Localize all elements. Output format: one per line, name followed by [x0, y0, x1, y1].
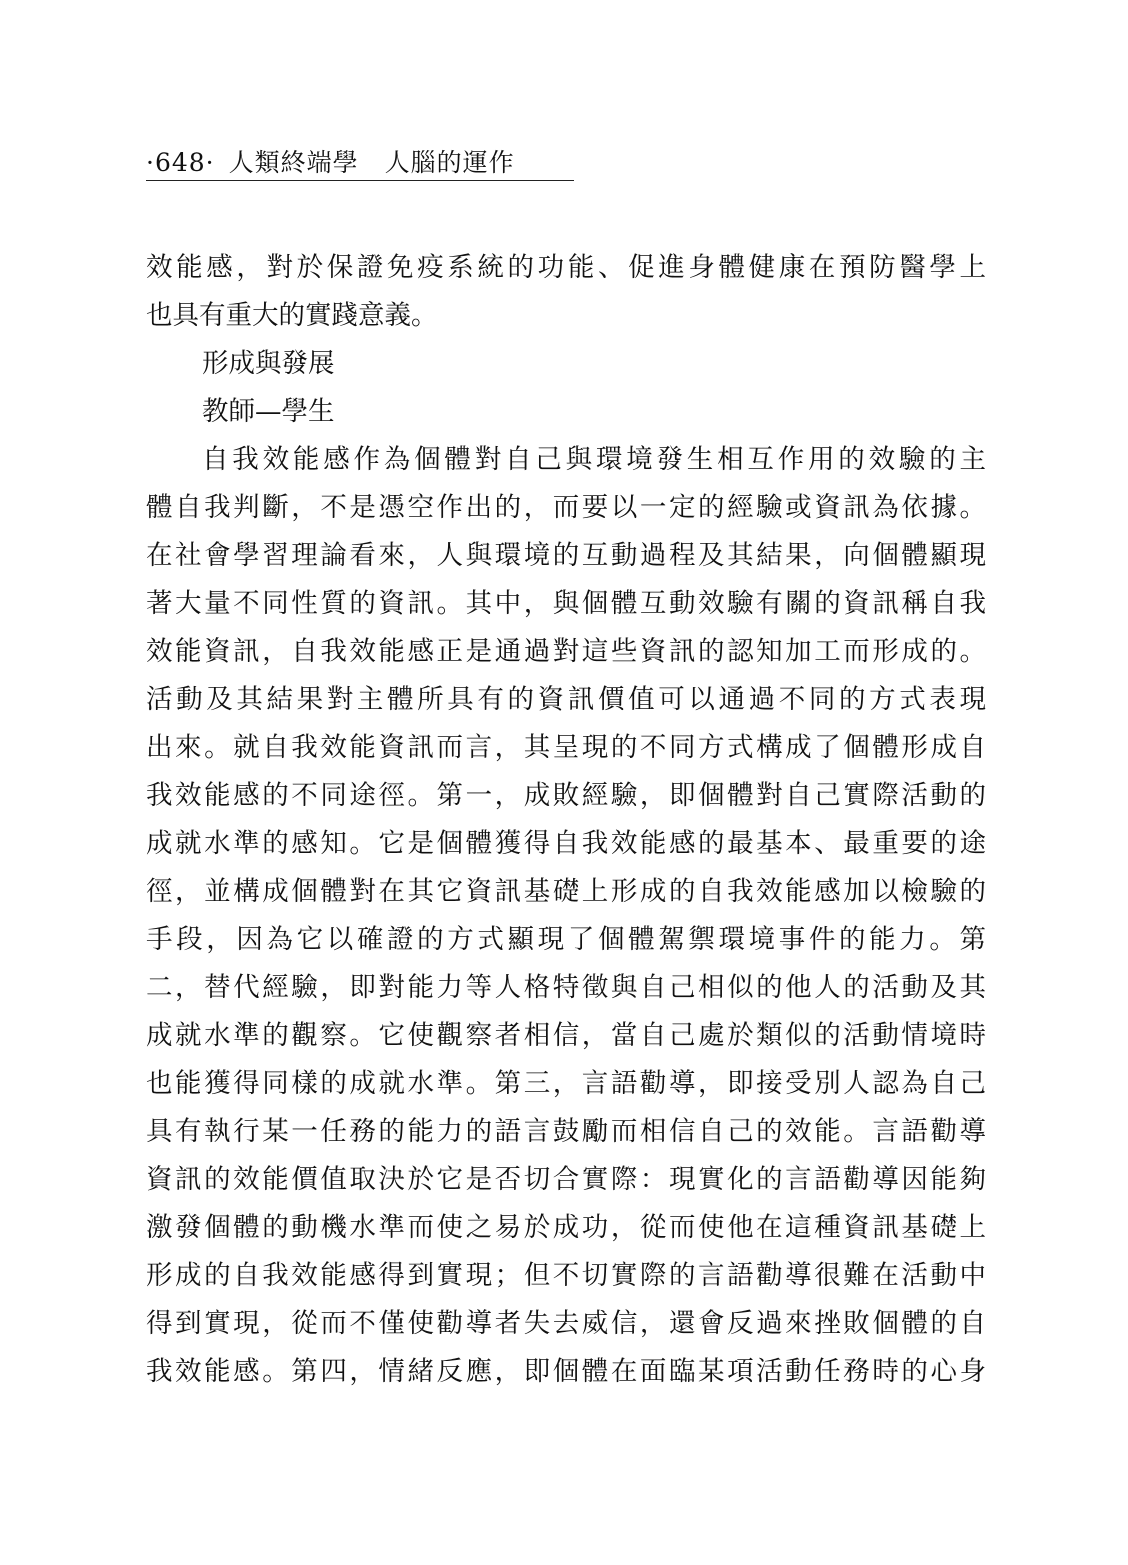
- text-line: 我效能感的不同途徑。第一，成敗經驗，即個體對自己實際活動的: [146, 780, 986, 811]
- text-line: 自我效能感作為個體對自己與環境發生相互作用的效驗的主: [202, 444, 986, 475]
- text-line: 徑，並構成個體對在其它資訊基礎上形成的自我效能感加以檢驗的: [146, 876, 986, 907]
- text-line: 效能資訊，自我效能感正是通過對這些資訊的認知加工而形成的。: [146, 636, 986, 667]
- text-line: 著大量不同性質的資訊。其中，與個體互動效驗有關的資訊稱自我: [146, 588, 986, 619]
- book-title: 人類終端學: [228, 148, 359, 177]
- text-line: 成就水準的觀察。它使觀察者相信，當自己處於類似的活動情境時: [146, 1020, 986, 1051]
- text-line: 出來。就自我效能資訊而言，其呈現的不同方式構成了個體形成自: [146, 732, 986, 763]
- text-line: 得到實現，從而不僅使勸導者失去威信，還會反過來挫敗個體的自: [146, 1308, 986, 1339]
- text-line: 資訊的效能價值取決於它是否切合實際：現實化的言語勸導因能夠: [146, 1164, 986, 1195]
- body-text: [146, 244, 986, 1396]
- text-line: 在社會學習理論看來，人與環境的互動過程及其結果，向個體顯現: [146, 540, 986, 571]
- text-line: 激發個體的動機水準而使之易於成功，從而使他在這種資訊基礎上: [146, 1212, 986, 1243]
- chapter-title: 人腦的運作: [384, 148, 515, 177]
- text-line: 也能獲得同樣的成就水準。第三，言語勸導，即接受別人認為自己: [146, 1068, 986, 1099]
- text-line: 形成的自我效能感得到實現；但不切實際的言語勸導很難在活動中: [146, 1260, 986, 1291]
- text-line: 手段，因為它以確證的方式顯現了個體駕禦環境事件的能力。第: [146, 924, 986, 955]
- text-line: 成就水準的感知。它是個體獲得自我效能感的最基本、最重要的途: [146, 828, 986, 859]
- text-line: 我效能感。第四，情緒反應，即個體在面臨某項活動任務時的心身: [146, 1356, 986, 1387]
- text-line: 也具有重大的實踐意義。: [146, 300, 438, 331]
- text-line: 二，替代經驗，即對能力等人格特徵與自己相似的他人的活動及其: [146, 972, 986, 1003]
- page-number: ·648·: [146, 148, 215, 177]
- section-heading: 形成與發展: [202, 348, 335, 379]
- text-line: 體自我判斷，不是憑空作出的，而要以一定的經驗或資訊為依據。: [146, 492, 986, 523]
- text-line: 效能感，對於保證免疫系統的功能、促進身體健康在預防醫學上: [146, 252, 986, 283]
- text-line: 活動及其結果對主體所具有的資訊價值可以通過不同的方式表現: [146, 684, 986, 715]
- running-header: [146, 146, 574, 181]
- subsection-heading: 教師—學生: [202, 396, 335, 427]
- text-line: 具有執行某一任務的能力的語言鼓勵而相信自己的效能。言語勸導: [146, 1116, 986, 1147]
